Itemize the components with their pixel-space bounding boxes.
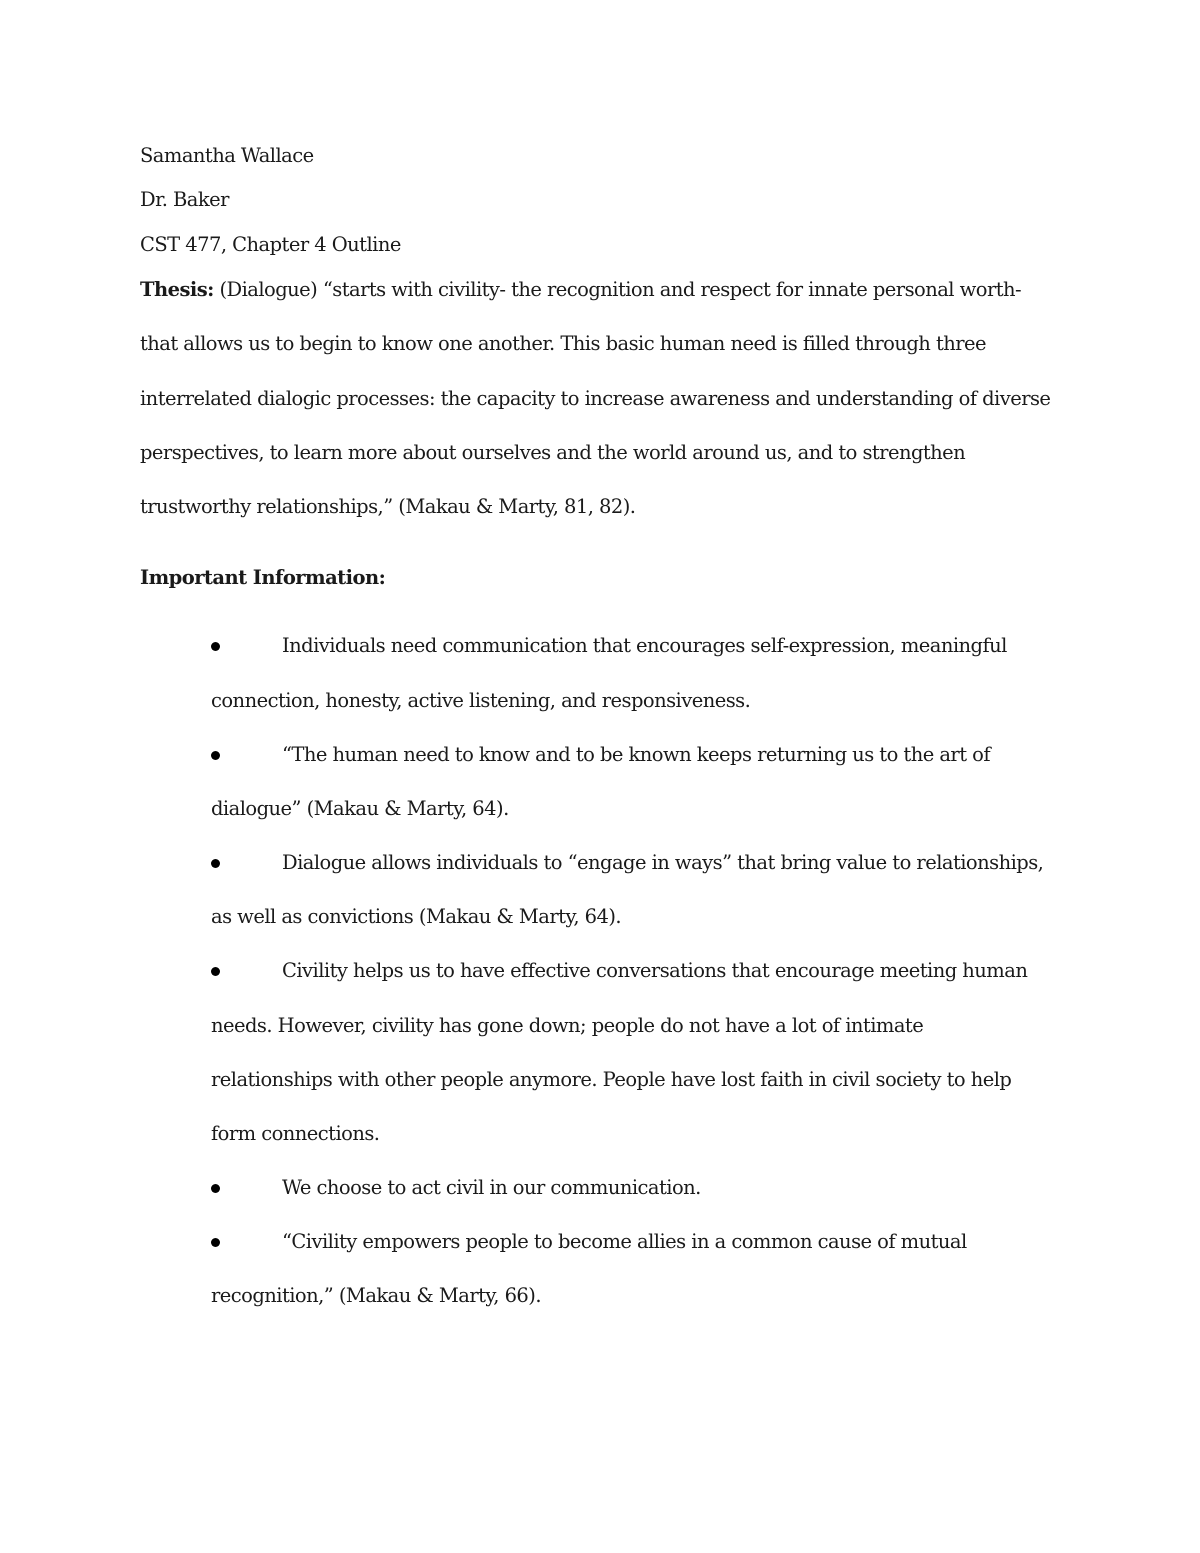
professor-name: Dr. Baker [140,188,229,211]
important-heading: Important Information: [140,566,386,589]
bullet-1-line-1: Individuals need communication that encourages self-expression, meaningful [282,634,1007,657]
bullet-3-line-2: as well as convictions (Makau & Marty, 64). [211,905,622,928]
bullet-6-line-2: recognition,” (Makau & Marty, 66). [211,1284,541,1307]
bullet-icon [211,859,220,868]
author-name: Samantha Wallace [140,144,314,167]
thesis-label: Thesis: [140,278,214,301]
bullet-1-line-2: connection, honesty, active listening, and responsiveness. [211,689,751,712]
bullet-icon [211,751,220,760]
bullet-2-line-1: “The human need to know and to be known keeps returning us to the art of [282,743,990,766]
course-title: CST 477, Chapter 4 Outline [140,233,401,256]
thesis-line-2: that allows us to begin to know one another. This basic human need is filled through three [140,332,987,355]
bullet-icon [211,642,220,651]
thesis-line-4: perspectives, to learn more about ourselves and the world around us, and to strengthen [140,441,966,464]
bullet-5-line-1: We choose to act civil in our communication. [282,1176,701,1199]
bullet-4-line-1: Civility helps us to have effective conversations that encourage meeting human [282,959,1028,982]
bullet-4-line-3: relationships with other people anymore. People have lost faith in civil society to help [211,1068,1012,1091]
bullet-icon [211,1238,220,1247]
bullet-icon [211,1184,220,1193]
bullet-4-line-2: needs. However, civility has gone down; people do not have a lot of intimate [211,1014,924,1037]
bullet-6-line-1: “Civility empowers people to become allies in a common cause of mutual [282,1230,967,1253]
bullet-icon [211,967,220,976]
thesis-text: (Dialogue) “starts with civility- the recognition and respect for innate personal worth- [213,278,1022,301]
thesis-line-3: interrelated dialogic processes: the capacity to increase awareness and understanding of diverse [140,387,1051,410]
thesis-line-5: trustworthy relationships,” (Makau & Marty, 81, 82). [140,495,636,518]
bullet-3-line-1: Dialogue allows individuals to “engage in ways” that bring value to relationships, [282,851,1044,874]
bullet-2-line-2: dialogue” (Makau & Marty, 64). [211,797,509,820]
bullet-4-line-4: form connections. [211,1122,380,1145]
thesis-line-1 [140,277,1060,303]
